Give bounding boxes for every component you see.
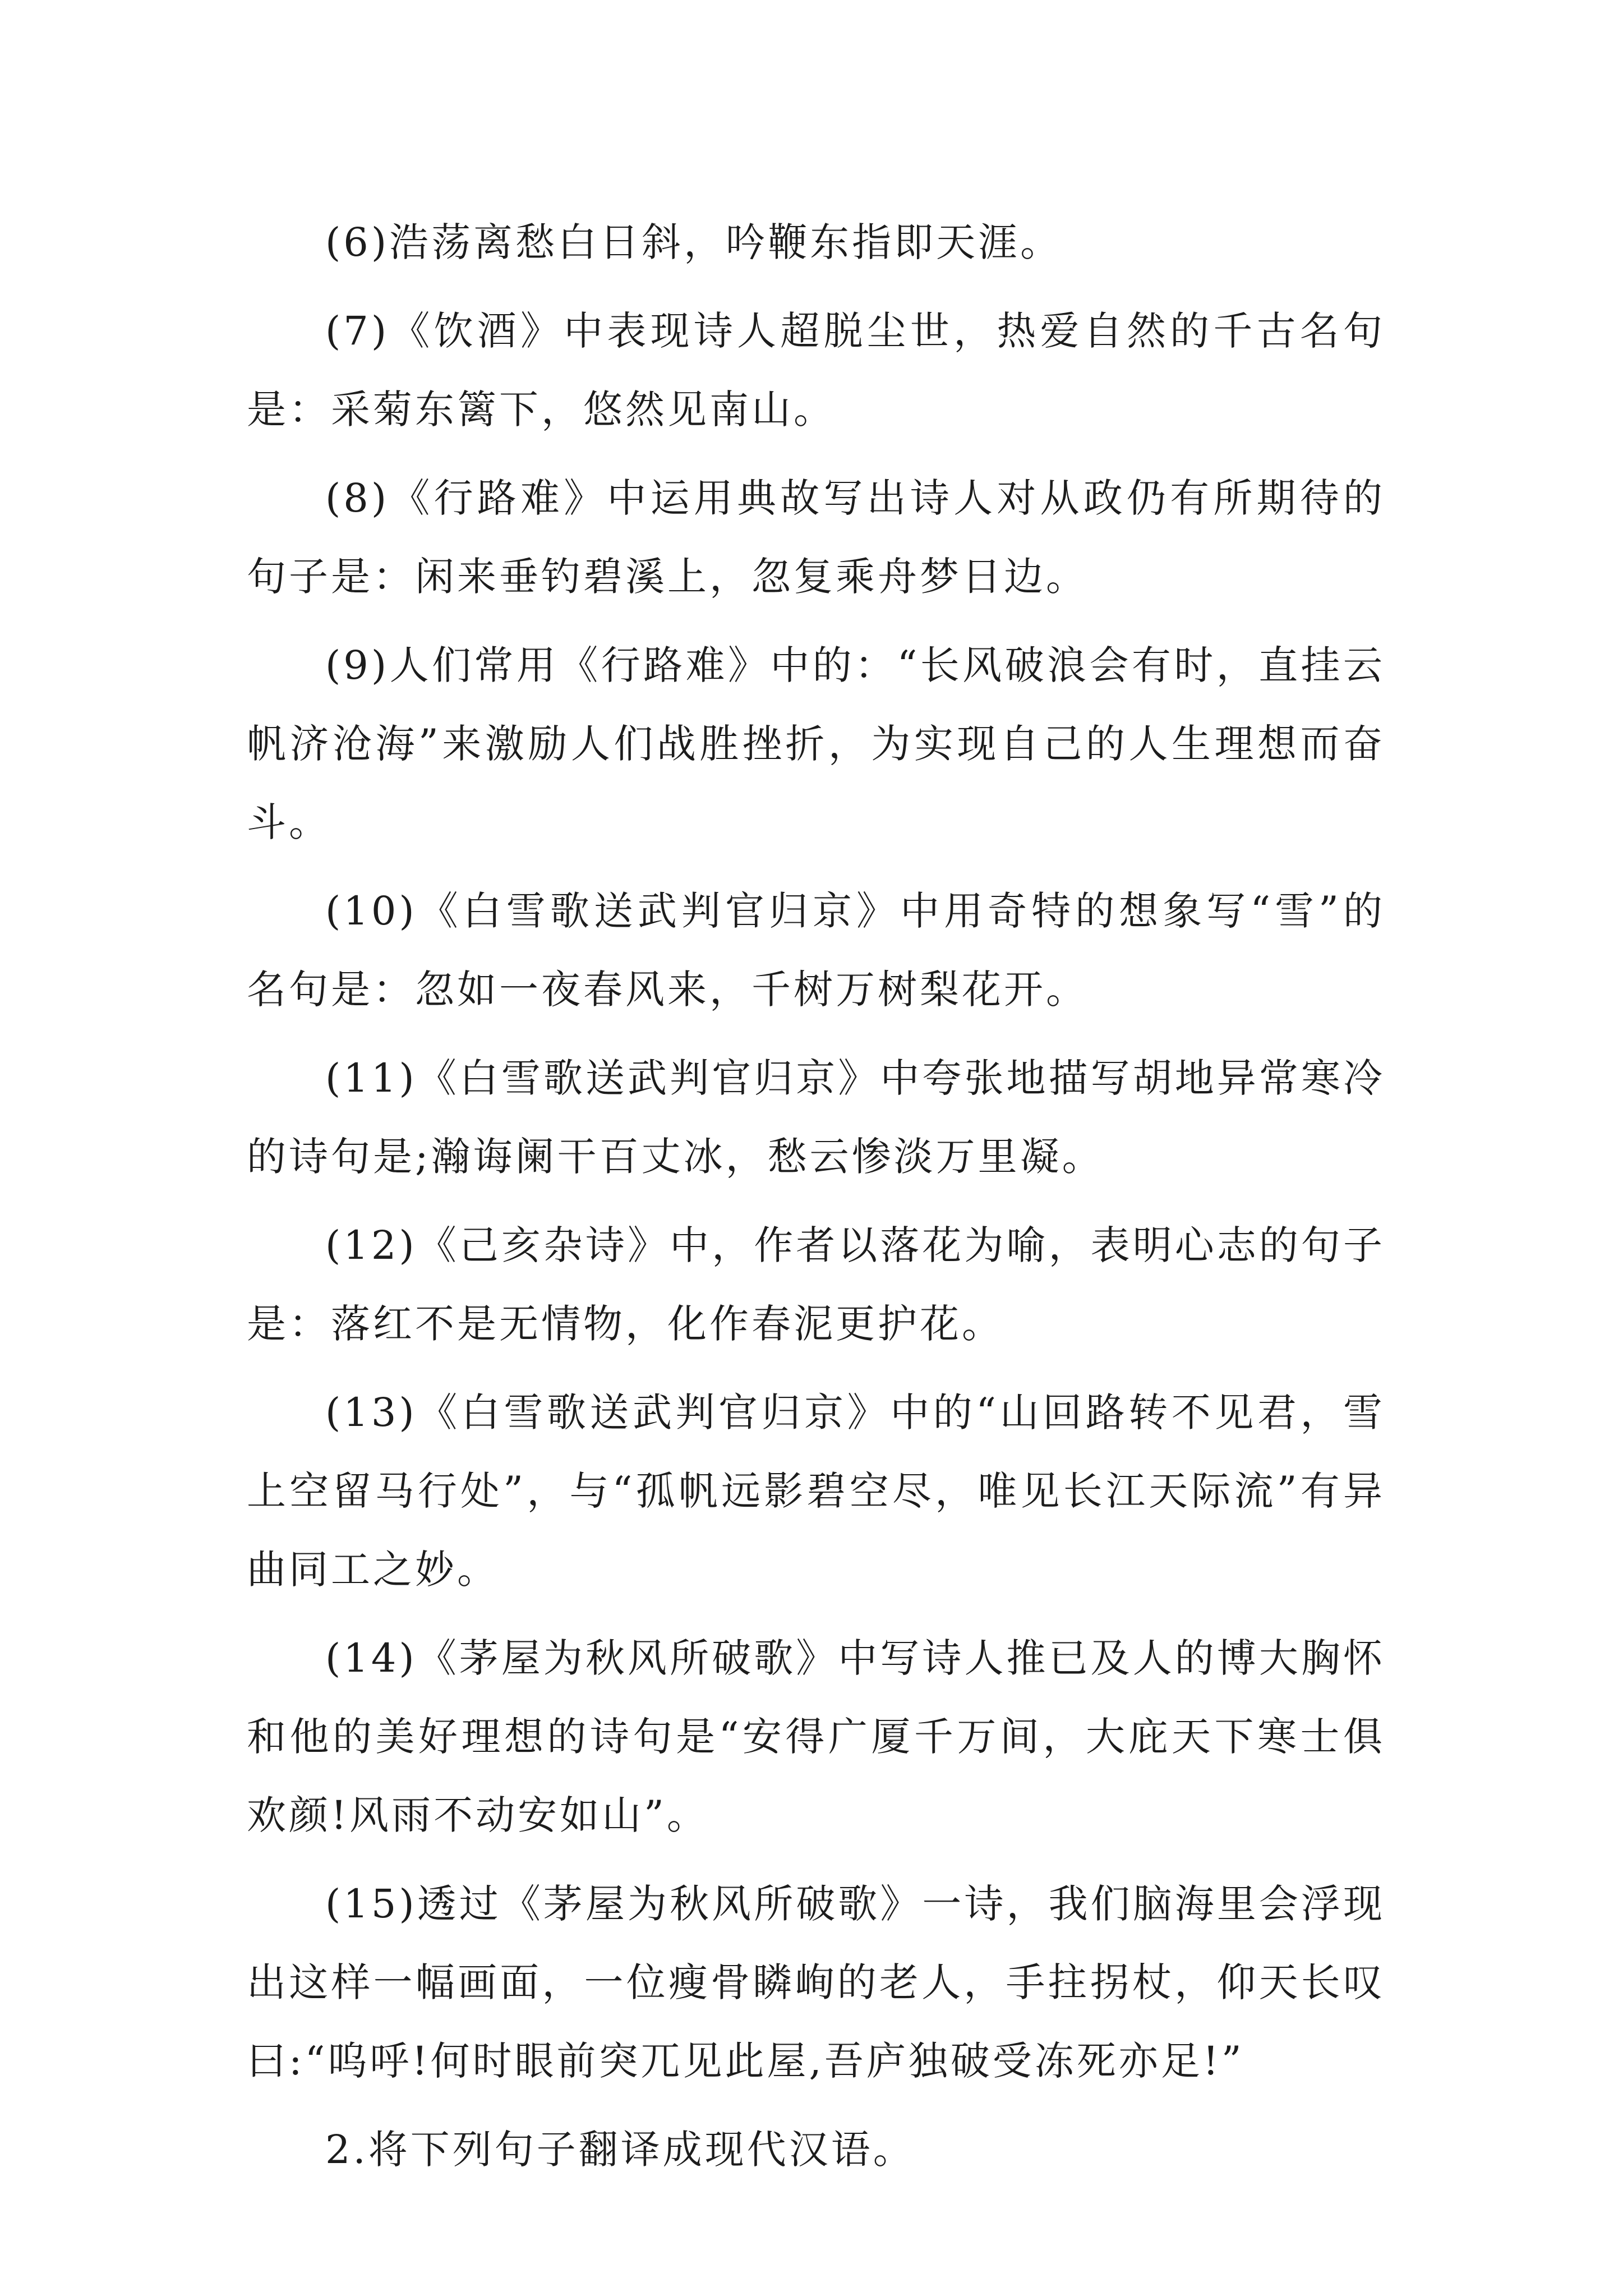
item-15: (15)透过《茅屋为秋风所破歌》一诗，我们脑海里会浮现出这样一幅画面，一位瘦骨瞵峋的老人，手拄拐杖，仰天长叹曰:“呜呼!何时眼前突兀见此屋,吾庐独破受冻死亦足!” bbox=[247, 1881, 1385, 2084]
item-7: (7)《饮酒》中表现诗人超脱尘世，热爱自然的千古名句是：采菊东篱下，悠然见南山。 bbox=[247, 308, 1385, 432]
item-9: (9)人们常用《行路难》中的：“长风破浪会有时，直挂云帆济沧海”来激励人们战胜挫折，为实现自己的人生理想而奋斗。 bbox=[247, 642, 1385, 845]
item-6: (6)浩荡离愁白日斜，吟鞭东指即天涯。 bbox=[325, 219, 1063, 265]
item-13: (13)《白雪歌送武判官归京》中的“山回路转不见君，雪上空留马行处”，与“孤帆远影碧空尽，唯见长江天际流”有异曲同工之妙。 bbox=[247, 1389, 1385, 1593]
item-12: (12)《己亥杂诗》中，作者以落花为喻，表明心志的句子是：落红不是无情物，化作春泥更护花。 bbox=[247, 1222, 1385, 1347]
item-10: (10)《白雪歌送武判官归京》中用奇特的想象写“雪”的名句是：忽如一夜春风来，千树万树梨花开。 bbox=[247, 888, 1385, 1013]
item-11: (11)《白雪歌送武判官归京》中夸张地描写胡地异常寒冷的诗句是;瀚诲阑干百丈冰，愁云惨淡万里凝。 bbox=[247, 1055, 1385, 1180]
section-heading-translation: 2.将下列句子翻译成现代汉语。 bbox=[325, 2127, 915, 2173]
item-14: (14)《茅屋为秋风所破歌》中写诗人推已及人的博大胸怀和他的美好理想的诗句是“安得广厦千万间，大庇天下寒士俱欢颜!风雨不动安如山”。 bbox=[247, 1635, 1385, 1838]
item-8: (8)《行路难》中运用典故写出诗人对从政仍有所期待的句子是：闲来垂钓碧溪上，忽复乘舟梦日边。 bbox=[247, 475, 1385, 600]
document-body bbox=[247, 203, 1385, 2199]
